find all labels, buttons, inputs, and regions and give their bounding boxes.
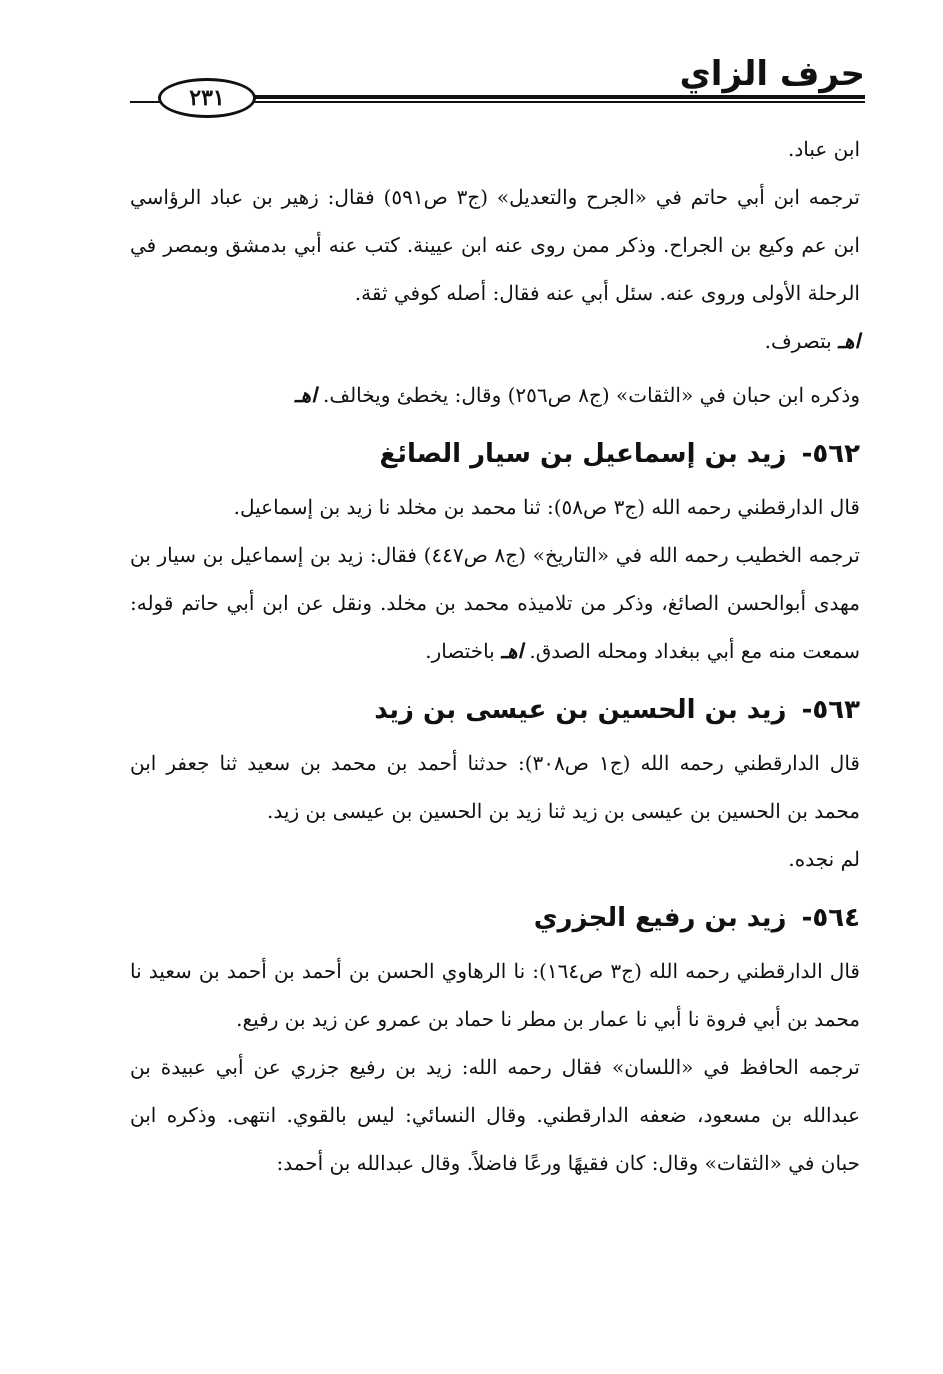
entry-paragraph: ترجمه الحافظ في «اللسان» فقال رحمه الله: زيد بن رفيع جزري عن أبي عبيدة بن عبدالله بن مسعود، ضعفه الدارقطني. وقال النسائي: ليس بالقوي. انتهى. وذكره ابن حبان في «الثقات» وقال: كان فقيهًا ورعًا فاضلاً. وقال عبدالله بن أحمد: — [130, 1055, 860, 1175]
header-rule-thick — [218, 95, 865, 99]
intro-line: ابن عباد. — [787, 137, 860, 161]
entry-number: ٥٦٢- — [801, 439, 860, 469]
intro-paragraph-2-text: وذكره ابن حبان في «الثقات» (ج٨ ص٢٥٦) وقال: يخطئ ويخالف. — [316, 383, 860, 407]
entry-paragraph — [130, 531, 860, 675]
entry-number: ٥٦٤- — [801, 903, 860, 933]
intro-paragraph-2 — [130, 371, 860, 419]
page-header — [130, 52, 865, 112]
entry-number: ٥٦٣- — [801, 695, 860, 725]
chapter-title: حرف الزاي — [679, 54, 865, 94]
ah-mark: اهـ — [294, 383, 317, 407]
entry-paragraph: قال الدارقطني رحمه الله (ج١ ص٣٠٨): حدثنا أحمد بن محمد بن سعيد ثنا جعفر ابن محمد بن الحسين بن عيسى بن زيد ثنا زيد بن الحسين بن عيسى بن زيد. — [130, 751, 860, 823]
entry-heading — [130, 893, 860, 943]
ah-mark: اهـ — [838, 329, 860, 353]
entry-heading — [130, 685, 860, 735]
entry-title: زيد بن رفيع الجزري — [533, 903, 787, 933]
intro-paragraph-1-text: ترجمه ابن أبي حاتم في «الجرح والتعديل» (ج٣ ص٥٩١) فقال: زهير بن عباد الرؤاسي ابن عم وكيع بن الجراح. وذكر ممن روى عنه ابن عيينة. كتب عنه أبي بدمشق وبمصر في الرحلة الأولى وروى عنه. سئل أبي عنه فقال: أصله كوفي ثقة. — [130, 185, 861, 305]
intro-paragraph-1-end: بتصرف. — [764, 329, 839, 353]
entry-title: زيد بن إسماعيل بن سيار الصائغ — [379, 439, 787, 469]
entry-paragraph: لم نجده. — [788, 847, 860, 871]
entry-paragraph: قال الدارقطني رحمه الله (ج٣ ص١٦٤): نا الرهاوي الحسن بن أحمد بن أحمد بن سعيد نا محمد بن أبي فروة نا أبي نا عمار بن مطر نا حماد بن عمرو عن زيد بن رفيع. — [130, 959, 860, 1031]
ah-mark: اهـ — [501, 639, 524, 663]
page-number: ٢٣١ — [158, 78, 256, 118]
intro-paragraph-1 — [130, 173, 860, 365]
entry-heading — [130, 429, 860, 479]
entry-title: زيد بن الحسين بن عيسى بن زيد — [374, 695, 787, 725]
entry-paragraph-text: ترجمه الخطيب رحمه الله في «التاريخ» (ج٨ ص٤٤٧) فقال: زيد بن إسماعيل بن سيار بن مهدى أبوالحسن الصائغ، وذكر من تلاميذه محمد بن مخلد. ونقل عن ابن أبي حاتم قوله: سمعت منه مع أبي ببغداد ومحله الصدق. — [130, 543, 860, 663]
page-body — [130, 125, 860, 1187]
entry-paragraph: قال الدارقطني رحمه الله (ج٣ ص٥٨): ثنا محمد بن مخلد نا زيد بن إسماعيل. — [233, 495, 860, 519]
entry-paragraph-end: باختصار. — [425, 639, 502, 663]
